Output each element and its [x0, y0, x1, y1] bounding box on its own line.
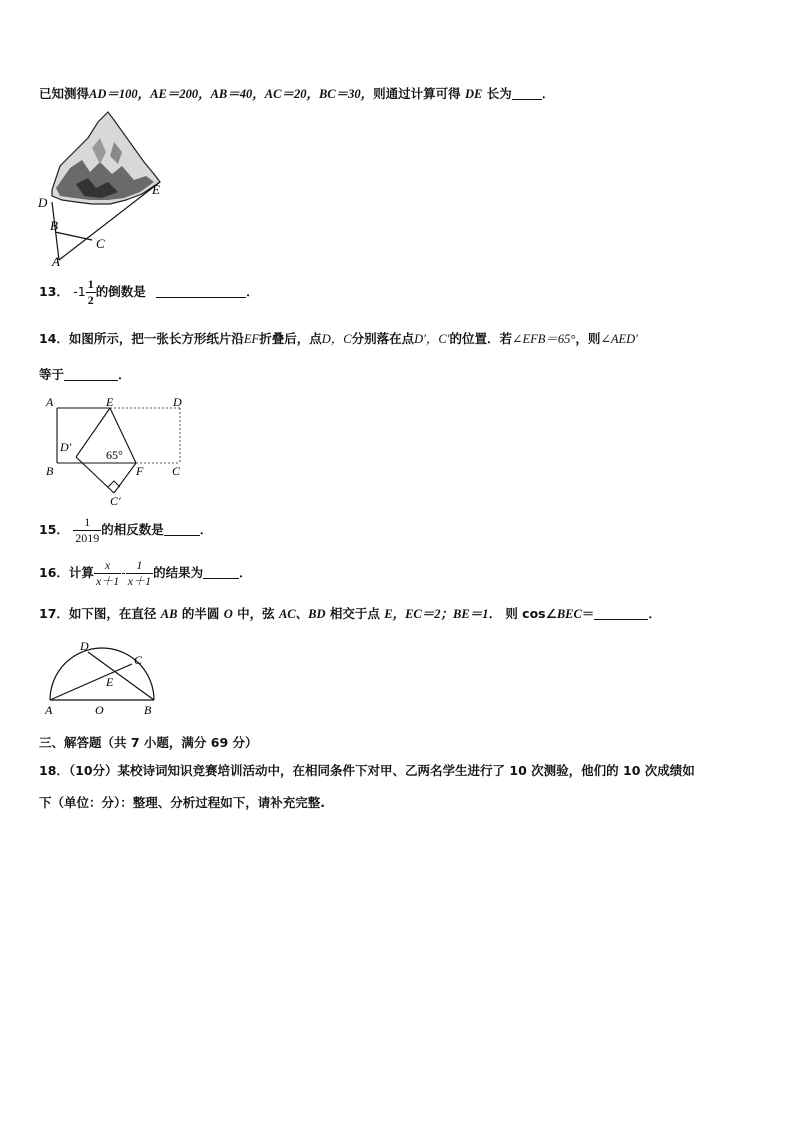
q13-number: 13．: [39, 284, 69, 299]
q14-label-angle: 65°: [106, 448, 123, 462]
q17-label-D: D: [80, 639, 89, 653]
q16-answer-blank: [203, 566, 239, 579]
q14-number: 14．: [39, 331, 69, 346]
q14-dc: D，C: [321, 332, 352, 346]
q16-text: [39, 558, 252, 589]
q12-calc-text: 则通过计算可得: [373, 86, 461, 101]
q14-answer-blank: [64, 368, 118, 381]
q13-answer-blank: [156, 285, 246, 298]
q15-period: ．: [199, 522, 213, 537]
q14-text-e: ，则: [575, 331, 601, 346]
q12-label-E: E: [152, 182, 160, 197]
q13-text: [39, 277, 259, 308]
q12-text: [39, 84, 554, 102]
q15-answer-blank: [164, 523, 200, 536]
q17-label-O: O: [95, 703, 104, 717]
q13-frac-den: 2: [87, 293, 94, 307]
q14-label-C: C: [172, 464, 181, 478]
q14-text-c: 分别落在点: [351, 331, 415, 346]
q16-f2-den: x＋1: [127, 574, 152, 588]
q12-de: DE: [465, 87, 483, 101]
q17-label-A: A: [45, 703, 53, 717]
q12-mountain-figure: [30, 108, 180, 268]
q16-calc-text: 计算: [68, 565, 94, 580]
q13-period: ．: [246, 284, 259, 299]
q14-label-B: B: [46, 464, 54, 478]
q14-label-Dp: D′: [60, 440, 72, 454]
q16-fraction-2: [126, 558, 153, 589]
q17-number: 17．: [39, 606, 69, 621]
q17-label-B: B: [144, 703, 152, 717]
q12-eq-ab: AB＝40，: [210, 87, 265, 101]
q17-text-b: 的半圆: [181, 606, 220, 621]
q15-frac-num: 1: [73, 515, 101, 531]
q17-text-e: 则 cos∠: [505, 606, 557, 621]
q14-label-D: D: [173, 395, 182, 409]
q12-intro: 已知测得: [39, 86, 90, 101]
q12-label-C: C: [96, 236, 105, 251]
q16-result-text: 的结果为: [153, 565, 204, 580]
q14-label-F: F: [136, 464, 144, 478]
q15-number: 15．: [39, 522, 69, 537]
q17-label-C: C: [134, 653, 143, 667]
q12-answer-blank: [512, 87, 542, 100]
q16-f1-den: x＋1: [95, 574, 120, 588]
q14-angle-efb: ∠EFB＝65°: [511, 332, 576, 346]
q14-angle-aed: ∠AED′: [600, 332, 638, 346]
q18-line1: 18．（10分）某校诗词知识竞赛培训活动中，在相同条件下对甲、乙两名学生进行了 10 次测验，他们的 10 次成绩如: [39, 763, 695, 778]
q14-label-Cp: C′: [110, 494, 121, 508]
q17-ab: AB: [160, 607, 178, 621]
q12-length-text: 长为: [486, 86, 512, 101]
q15-opposite-text: 的相反数是: [101, 522, 164, 537]
q12-period: ．: [541, 86, 555, 101]
q14-folded-rectangle-figure: [40, 393, 190, 508]
q16-minus: -: [121, 565, 126, 580]
q14-ef: EF: [243, 332, 260, 346]
q13-frac-num: 1: [87, 277, 94, 291]
q16-f2-num: 1: [126, 558, 153, 574]
q17-e: E，: [384, 607, 406, 621]
q12-eq-ae: AE＝200，: [150, 87, 211, 101]
q17-period: ．: [648, 606, 661, 621]
q14-label-A: A: [46, 395, 54, 409]
q17-text-c: 中，弦: [237, 606, 275, 621]
q14-dpcp: D′，C′: [414, 332, 450, 346]
q16-fraction-1: [94, 558, 121, 589]
q13-whole: -1: [73, 284, 86, 299]
q17-text-d: 相交于点: [329, 606, 380, 621]
q18-line2: 下（单位：分）：整理、分析过程如下，请补充完整.: [39, 795, 325, 810]
q14-equals-text: 等于: [39, 367, 65, 382]
q14-line2: [39, 365, 131, 383]
q14-text-b: 折叠后，点: [259, 331, 322, 346]
q14-period: ．: [118, 367, 131, 382]
q17-answer-blank: [594, 607, 648, 620]
q12-eq-bc: BC＝30，: [318, 87, 374, 101]
q12-label-D: D: [38, 195, 48, 210]
chord-AC: [50, 664, 132, 700]
q15-frac-den: 2019: [75, 531, 100, 545]
q17-chords: AC、BD: [278, 607, 326, 621]
q16-period: ．: [239, 565, 252, 580]
q14-text-d: 的位置．若: [449, 331, 512, 346]
q17-eq: ＝: [581, 606, 595, 621]
q16-f1-num: x: [94, 558, 121, 574]
q15-text: [39, 515, 212, 546]
q13-fraction: [86, 277, 96, 308]
q12-eq-ad: AD＝100，: [89, 87, 151, 101]
q17-semicircle-figure: [40, 636, 170, 718]
q13-reciprocal-text: 的倒数是: [95, 284, 146, 299]
q17-text-a: 如下图，在直径: [68, 606, 157, 621]
q17-o: O: [223, 607, 233, 621]
q17-bec: BEC: [556, 607, 582, 621]
q12-label-B: B: [50, 218, 58, 233]
q17-ec: EC＝2；: [405, 607, 454, 621]
q14-text-a: 如图所示，把一张长方形纸片沿: [68, 331, 244, 346]
q14-label-E: E: [106, 395, 114, 409]
line-BC: [55, 232, 92, 240]
q12-label-A: A: [52, 254, 60, 268]
q16-number: 16．: [39, 565, 69, 580]
q17-label-E: E: [106, 675, 114, 689]
section-three-heading: 三、解答题（共 7 小题，满分 69 分）: [39, 735, 258, 750]
q15-fraction: [73, 515, 101, 546]
chord-BD: [88, 652, 154, 700]
q17-be: BE＝1．: [453, 607, 501, 621]
q14-line1: [39, 329, 638, 347]
q17-text: [39, 604, 661, 622]
q12-eq-ac: AC＝20，: [264, 87, 319, 101]
